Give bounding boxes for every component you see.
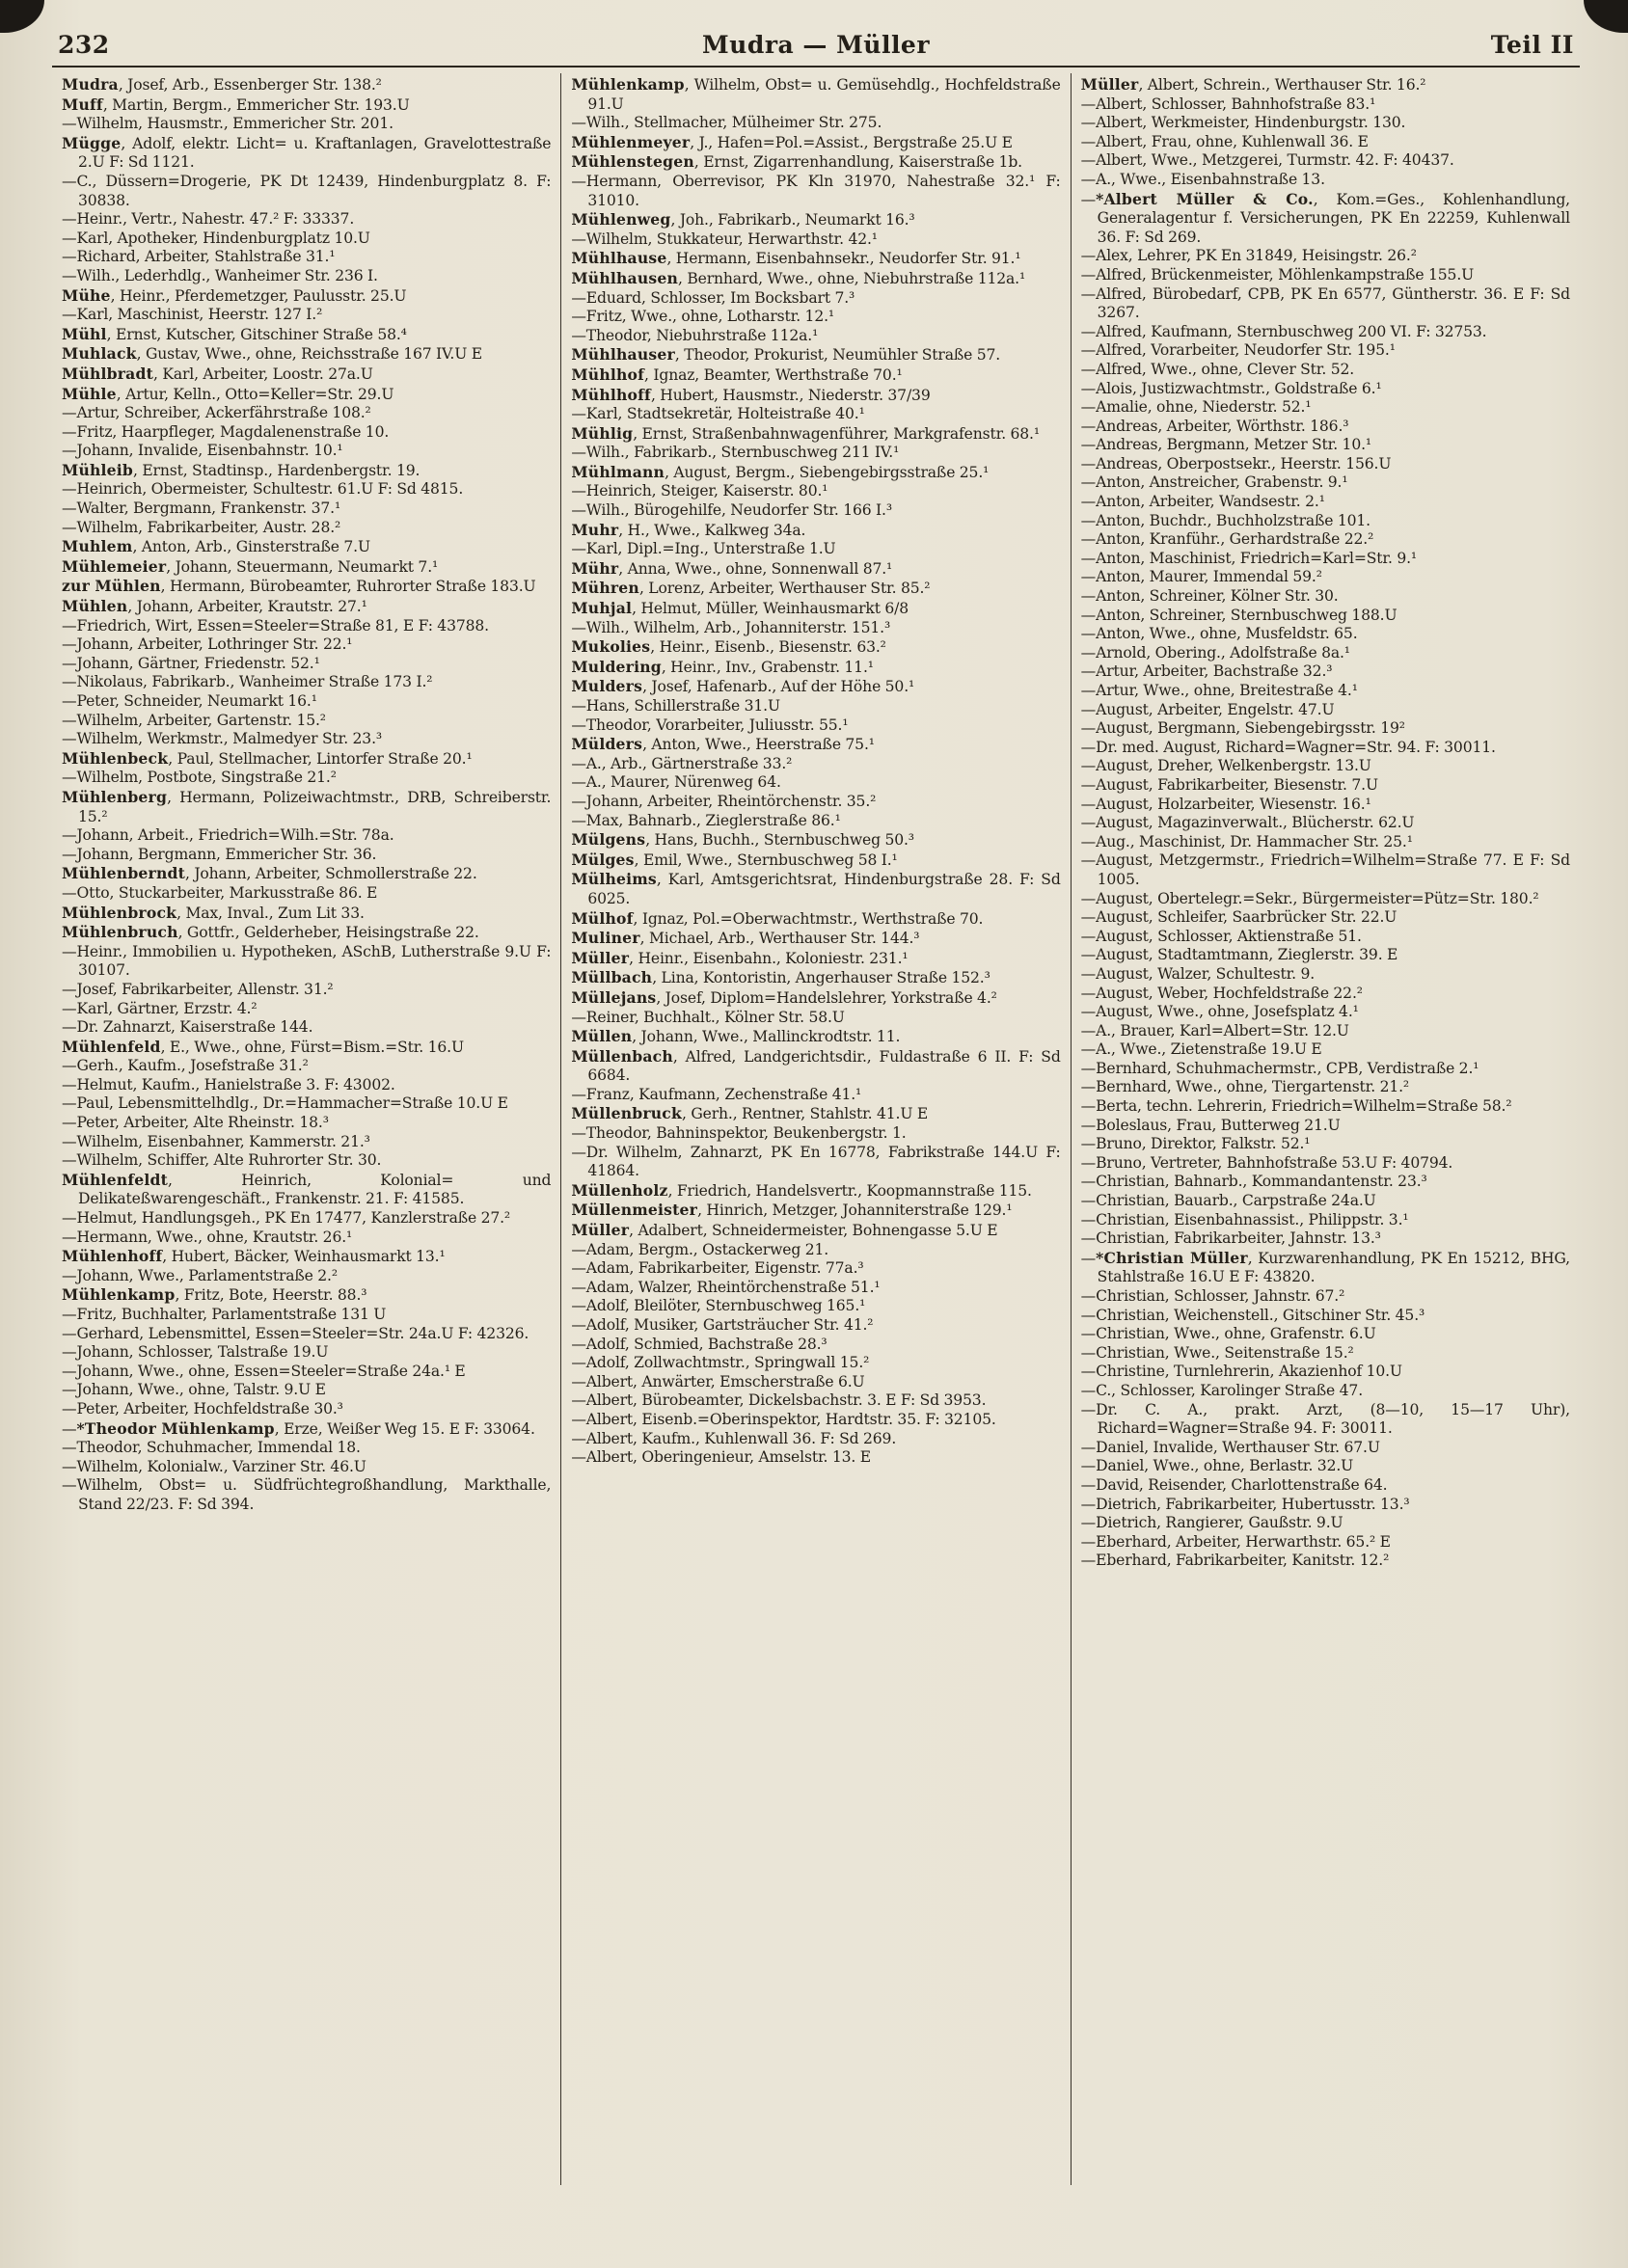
directory-entry: —Wilhelm, Hausmstr., Emmericher Str. 201. xyxy=(62,115,393,133)
directory-entry: —August, Arbeiter, Engelstr. 47.U xyxy=(1080,700,1335,718)
directory-entry: Mülhof, Ignaz, Pol.=Oberwachtmstr., Werthstraße 70. xyxy=(571,908,984,928)
directory-entry: —Wilhelm, Obst= u. Südfrüchtegroßhandlung, Markthalle, Stand 22/23. F: Sd 394. xyxy=(62,1476,552,1513)
directory-entry: —Wilh., Stellmacher, Mülheimer Str. 275. xyxy=(571,114,882,132)
directory-entry: —Wilhelm, Schiffer, Alte Ruhrorter Str. 30. xyxy=(62,1151,382,1170)
directory-entry: Mühlhoff, Hubert, Hausmstr., Niederstr. 37/39 xyxy=(571,385,931,404)
directory-entry: Mühlhause, Hermann, Eisenbahnsekr., Neudorfer Str. 91.¹ xyxy=(571,249,1021,268)
directory-entry: —Theodor, Bahninspektor, Beukenbergstr. 1. xyxy=(571,1124,907,1143)
directory-entry: —Alfred, Brückenmeister, Möhlenkampstraße 155.U xyxy=(1080,265,1475,284)
directory-entry: Müllenholz, Friedrich, Handelsvertr., Koopmannstraße 115. xyxy=(571,1180,1032,1200)
directory-entry: —*Christian Müller, Kurzwarenhandlung, PK En 15212, BHG, Stahlstraße 16.U E F: 43820. xyxy=(1080,1248,1570,1286)
scan-artifact-top-left xyxy=(0,0,44,33)
directory-entry: —Bruno, Direktor, Falkstr. 52.¹ xyxy=(1080,1135,1311,1153)
directory-entry: —Artur, Arbeiter, Bachstraße 32.³ xyxy=(1080,662,1333,681)
directory-entry: —Arnold, Obering., Adolfstraße 8a.¹ xyxy=(1080,643,1350,662)
directory-entry: Müllenbach, Alfred, Landgerichtsdir., Fuldastraße 6 II. F: Sd 6684. xyxy=(571,1046,1061,1085)
directory-entry: Mühlenberg, Hermann, Polizeiwachtmstr., DRB, Schreiberstr. 15.² xyxy=(62,787,552,825)
directory-entry: —Albert, Schlosser, Bahnhofstraße 83.¹ xyxy=(1080,94,1376,113)
directory-entry: —Anton, Buchdr., Buchholzstraße 101. xyxy=(1080,511,1370,529)
column-3 xyxy=(1071,73,1580,2185)
directory-entry: —Bernhard, Schuhmachermstr., CPB, Verdistraße 2.¹ xyxy=(1080,1059,1479,1077)
part-label: Teil II xyxy=(1490,31,1574,59)
directory-entry: —Boleslaus, Frau, Butterweg 21.U xyxy=(1080,1116,1341,1134)
directory-entry: —Alex, Lehrer, PK En 31849, Heisingstr. 26.² xyxy=(1080,247,1417,265)
directory-entry: —Johann, Schlosser, Talstraße 19.U xyxy=(62,1343,329,1362)
directory-entry: —Gerhard, Lebensmittel, Essen=Steeler=Str. 24a.U F: 42326. xyxy=(62,1324,529,1342)
directory-entry: —Peter, Arbeiter, Hochfeldstraße 30.³ xyxy=(62,1399,343,1418)
directory-entry: —Josef, Fabrikarbeiter, Allenstr. 31.² xyxy=(62,980,334,998)
directory-entry: —August, Wwe., ohne, Josefsplatz 4.¹ xyxy=(1080,1003,1359,1021)
directory-entry: —Artur, Wwe., ohne, Breitestraße 4.¹ xyxy=(1080,682,1358,699)
directory-entry: —Friedrich, Wirt, Essen=Steeler=Straße 81, E F: 43788. xyxy=(62,616,489,634)
directory-entry: Mühlenkamp, Fritz, Bote, Heerstr. 88.³ xyxy=(62,1285,367,1305)
directory-entry: —Albert, Oberingenieur, Amselstr. 13. E xyxy=(571,1448,871,1467)
directory-entry: —Johann, Wwe., ohne, Essen=Steeler=Straße 24a.¹ E xyxy=(62,1362,466,1380)
directory-entry: —Wilhelm, Kolonialw., Varziner Str. 46.U xyxy=(62,1457,366,1475)
directory-entry: —Christian, Fabrikarbeiter, Jahnstr. 13.³ xyxy=(1080,1229,1381,1248)
directory-entry: —Anton, Schreiner, Sternbuschweg 188.U xyxy=(1080,606,1397,624)
directory-entry: —Daniel, Wwe., ohne, Berlastr. 32.U xyxy=(1080,1457,1354,1475)
directory-entry: —Dr. Wilhelm, Zahnarzt, PK En 16778, Fabrikstraße 144.U F: 41864. xyxy=(571,1143,1061,1180)
directory-entry: —Albert, Wwe., Metzgerei, Turmstr. 42. F: 40437. xyxy=(1080,151,1454,170)
directory-entry: —Wilhelm, Arbeiter, Gartenstr. 15.² xyxy=(62,711,326,729)
directory-entry: —Albert, Bürobeamter, Dickelsbachstr. 3. E F: Sd 3953. xyxy=(571,1391,987,1410)
directory-entry: —August, Bergmann, Siebengebirgsstr. 19² xyxy=(1080,719,1405,738)
directory-entry: —Karl, Dipl.=Ing., Unterstraße 1.U xyxy=(571,540,836,558)
directory-entry: —Artur, Schreiber, Ackerfährstraße 108.² xyxy=(62,404,371,422)
directory-entry: —Daniel, Invalide, Werthauser Str. 67.U xyxy=(1080,1438,1380,1456)
directory-entry: —Peter, Schneider, Neumarkt 16.¹ xyxy=(62,692,317,710)
directory-entry: —Helmut, Kaufm., Hanielstraße 3. F: 43002. xyxy=(62,1075,395,1094)
directory-entry: —Anton, Maurer, Immendal 59.² xyxy=(1080,568,1322,586)
directory-entry: Mühlenkamp, Wilhelm, Obst= u. Gemüsehdlg., Hochfeldstraße 91.U xyxy=(571,75,1061,113)
directory-entry: —Adolf, Zollwachtmstr., Springwall 15.² xyxy=(571,1354,870,1372)
directory-entry: —Karl, Apotheker, Hindenburgplatz 10.U xyxy=(62,229,370,247)
directory-entry: —Heinrich, Obermeister, Schultestr. 61.U F: Sd 4815. xyxy=(62,480,464,499)
directory-entry: Mühlenbruch, Gottfr., Gelderheber, Heisingstraße 22. xyxy=(62,923,479,942)
directory-entry: —August, Stadtamtmann, Zieglerstr. 39. E xyxy=(1080,946,1398,964)
directory-entry: Mühlenfeld, E., Wwe., ohne, Fürst=Bism.=Str. 16.U xyxy=(62,1037,464,1056)
directory-entry: —Bruno, Vertreter, Bahnhofstraße 53.U F: 40794. xyxy=(1080,1153,1453,1172)
directory-entry: —August, Holzarbeiter, Wiesenstr. 16.¹ xyxy=(1080,795,1371,813)
directory-entry: —Andreas, Arbeiter, Wörthstr. 186.³ xyxy=(1080,417,1349,435)
directory-entry: Müllejans, Josef, Diplom=Handelslehrer, Yorkstraße 4.² xyxy=(571,987,997,1007)
directory-entry: —Christian, Bauarb., Carpstraße 24a.U xyxy=(1080,1192,1376,1210)
directory-entry: Müllenbruck, Gerh., Rentner, Stahlstr. 41.U E xyxy=(571,1104,929,1123)
directory-entry: —A., Arb., Gärtnerstraße 33.² xyxy=(571,754,793,772)
directory-entry: —Peter, Arbeiter, Alte Rheinstr. 18.³ xyxy=(62,1114,329,1132)
directory-entry: —August, Magazinverwalt., Blücherstr. 62.U xyxy=(1080,814,1415,832)
directory-entry: Müllenmeister, Hinrich, Metzger, Johanniterstraße 129.¹ xyxy=(571,1201,1013,1220)
directory-entry: —Bernhard, Wwe., ohne, Tiergartenstr. 21.² xyxy=(1080,1078,1410,1096)
directory-entry: —Max, Bahnarb., Zieglerstraße 86.¹ xyxy=(571,811,841,829)
directory-entry: Mühlenweg, Joh., Fabrikarb., Neumarkt 16.³ xyxy=(571,210,915,230)
directory-entry: —Johann, Gärtner, Friedenstr. 52.¹ xyxy=(62,654,320,672)
directory-entry: —Alfred, Bürobedarf, CPB, PK En 6577, Güntherstr. 36. E F: Sd 3267. xyxy=(1080,284,1570,322)
directory-entry: —Franz, Kaufmann, Zechenstraße 41.¹ xyxy=(571,1085,862,1103)
directory-entry: Mühlenbeck, Paul, Stellmacher, Lintorfer Straße 20.¹ xyxy=(62,748,473,768)
directory-entry: —Johann, Arbeiter, Lothringer Str. 22.¹ xyxy=(62,635,353,654)
directory-entry: —Johann, Arbeit., Friedrich=Wilh.=Str. 78a. xyxy=(62,826,394,845)
directory-entry: Mülges, Emil, Wwe., Sternbuschweg 58 I.¹ xyxy=(571,850,898,869)
directory-entry: —Reiner, Buchhalt., Kölner Str. 58.U xyxy=(571,1008,845,1026)
directory-entry: —August, Schleifer, Saarbrücker Str. 22.U xyxy=(1080,908,1397,927)
directory-entry: —Karl, Gärtner, Erzstr. 4.² xyxy=(62,999,258,1017)
directory-entry: Mühlenmeyer, J., Hafen=Pol.=Assist., Bergstraße 25.U E xyxy=(571,132,1013,151)
directory-entry: —Albert, Frau, ohne, Kuhlenwall 36. E xyxy=(1080,132,1369,150)
directory-entry: —Christian, Bahnarb., Kommandantenstr. 23.³ xyxy=(1080,1173,1427,1191)
directory-entry: —David, Reisender, Charlottenstraße 64. xyxy=(1080,1475,1388,1494)
directory-entry: —Heinrich, Steiger, Kaiserstr. 80.¹ xyxy=(571,482,828,500)
directory-entry: —Adolf, Schmied, Bachstraße 28.³ xyxy=(571,1335,828,1353)
directory-entry: Müller, Albert, Schrein., Werthauser Str. 16.² xyxy=(1080,75,1426,94)
directory-entry: Mühlhauser, Theodor, Prokurist, Neumühler Straße 57. xyxy=(571,345,1001,364)
directory-entry: Mudra, Josef, Arb., Essenberger Str. 138.² xyxy=(62,75,382,94)
directory-entry: —August, Metzgermstr., Friedrich=Wilhelm=Straße 77. E F: Sd 1005. xyxy=(1080,851,1570,888)
column-1 xyxy=(52,73,560,2185)
directory-entry: —Heinr., Vertr., Nahestr. 47.² F: 33337. xyxy=(62,210,355,229)
directory-columns xyxy=(52,73,1580,2185)
directory-entry: —Alfred, Vorarbeiter, Neudorfer Str. 195.¹ xyxy=(1080,341,1396,360)
directory-entry: —C., Schlosser, Karolinger Straße 47. xyxy=(1080,1381,1363,1399)
directory-entry: Mühlen, Johann, Arbeiter, Krautstr. 27.¹ xyxy=(62,597,367,616)
directory-entry: —C., Düssern=Drogerie, PK Dt 12439, Hindenburgplatz 8. F: 30838. xyxy=(62,172,552,209)
directory-entry: —Karl, Maschinist, Heerstr. 127 I.² xyxy=(62,306,323,324)
directory-entry: Mühl, Ernst, Kutscher, Gitschiner Straße 58.⁴ xyxy=(62,324,407,343)
directory-entry: —Hans, Schillerstraße 31.U xyxy=(571,697,780,715)
directory-entry: —Anton, Arbeiter, Wandsestr. 2.¹ xyxy=(1080,493,1325,511)
directory-entry: —Dr. C. A., prakt. Arzt, (8—10, 15—17 Uhr), Richard=Wagner=Straße 94. F: 30011. xyxy=(1080,1400,1570,1438)
directory-entry: —Eberhard, Fabrikarbeiter, Kanitstr. 12.² xyxy=(1080,1552,1390,1570)
directory-entry: Muff, Martin, Bergm., Emmericher Str. 193.U xyxy=(62,94,410,114)
directory-entry: Mühlbradt, Karl, Arbeiter, Loostr. 27a.U xyxy=(62,364,373,383)
directory-entry: —Dietrich, Rangierer, Gaußstr. 9.U xyxy=(1080,1514,1343,1532)
directory-entry: —Theodor, Schuhmacher, Immendal 18. xyxy=(62,1439,361,1457)
directory-entry: —Alfred, Wwe., ohne, Clever Str. 52. xyxy=(1080,360,1355,378)
directory-entry: —A., Maurer, Nürenweg 64. xyxy=(571,773,781,792)
directory-entry: Mühlenberndt, Johann, Arbeiter, Schmollerstraße 22. xyxy=(62,864,477,883)
directory-entry: Mukolies, Heinr., Eisenb., Biesenstr. 63.² xyxy=(571,637,886,657)
directory-entry: —Otto, Stuckarbeiter, Markusstraße 86. E xyxy=(62,883,378,902)
directory-entry: —Richard, Arbeiter, Stahlstraße 31.¹ xyxy=(62,248,336,266)
directory-entry: —Albert, Werkmeister, Hindenburgstr. 130. xyxy=(1080,114,1406,132)
directory-entry: —August, Weber, Hochfeldstraße 22.² xyxy=(1080,984,1363,1002)
directory-entry: —Helmut, Handlungsgeh., PK En 17477, Kanzlerstraße 27.² xyxy=(62,1209,511,1228)
directory-entry: —Nikolaus, Fabrikarb., Wanheimer Straße 173 I.² xyxy=(62,673,433,691)
directory-entry: —August, Schlosser, Aktienstraße 51. xyxy=(1080,927,1362,945)
directory-entry: —Albert, Eisenb.=Oberinspektor, Hardtstr. 35. F: 32105. xyxy=(571,1410,996,1428)
directory-entry: Mulders, Josef, Hafenarb., Auf der Höhe 50.¹ xyxy=(571,677,915,696)
directory-entry: —Johann, Invalide, Eisenbahnstr. 10.¹ xyxy=(62,442,343,460)
directory-entry: —Anton, Kranführ., Gerhardstraße 22.² xyxy=(1080,530,1374,549)
directory-entry: Müller, Adalbert, Schneidermeister, Bohnengasse 5.U E xyxy=(571,1221,998,1240)
directory-entry: —Wilh., Bürogehilfe, Neudorfer Str. 166 I.³ xyxy=(571,501,892,520)
directory-entry: —*Theodor Mühlenkamp, Erze, Weißer Weg 15. E F: 33064. xyxy=(62,1418,535,1438)
column-2 xyxy=(560,73,1070,2185)
directory-entry: —Fritz, Wwe., ohne, Lotharstr. 12.¹ xyxy=(571,308,834,326)
directory-entry: —Christian, Wwe., ohne, Grafenstr. 6.U xyxy=(1080,1325,1376,1343)
directory-entry: Mühlhausen, Bernhard, Wwe., ohne, Niebuhrstraße 112a.¹ xyxy=(571,268,1026,287)
directory-entry: Mügge, Adolf, elektr. Licht= u. Kraftanlagen, Gravelottestraße 2.U F: Sd 1121. xyxy=(62,133,552,172)
directory-entry: —Fritz, Haarpfleger, Magdalenenstraße 10. xyxy=(62,422,390,441)
directory-entry: Muhjal, Helmut, Müller, Weinhausmarkt 6/8 xyxy=(571,599,909,618)
directory-entry: —Wilh., Wilhelm, Arb., Johanniterstr. 151.³ xyxy=(571,618,891,636)
directory-entry: Mülgens, Hans, Buchh., Sternbuschweg 50.³ xyxy=(571,830,914,850)
directory-entry: Muhr, H., Wwe., Kalkweg 34a. xyxy=(571,520,806,539)
directory-entry: —Wilhelm, Eisenbahner, Kammerstr. 21.³ xyxy=(62,1132,370,1150)
directory-entry: —August, Walzer, Schultestr. 9. xyxy=(1080,964,1316,983)
directory-entry: —Andreas, Oberpostsekr., Heerstr. 156.U xyxy=(1080,454,1392,472)
directory-entry: zur Mühlen, Hermann, Bürobeamter, Ruhrorter Straße 183.U xyxy=(62,577,536,596)
directory-entry: Mühlmann, August, Bergm., Siebengebirgsstraße 25.¹ xyxy=(571,462,990,481)
directory-entry: Mühlenbrock, Max, Inval., Zum Lit 33. xyxy=(62,903,365,922)
directory-entry: —Berta, techn. Lehrerin, Friedrich=Wilhelm=Straße 58.² xyxy=(1080,1097,1512,1116)
directory-entry: —Adam, Bergm., Ostackerweg 21. xyxy=(571,1240,829,1258)
directory-entry: —Dr. med. August, Richard=Wagner=Str. 94. F: 30011. xyxy=(1080,738,1496,756)
directory-entry: —*Albert Müller & Co., Kom.=Ges., Kohlenhandlung, Generalagentur f. Versicherungen, PK En 22259, Kuhlenwall 36. F: Sd 269. xyxy=(1080,189,1570,246)
scan-artifact-top-right xyxy=(1584,0,1628,33)
directory-entry: —Wilhelm, Werkmstr., Malmedyer Str. 23.³ xyxy=(62,730,382,748)
directory-entry: —A., Wwe., Zietenstraße 19.U E xyxy=(1080,1040,1322,1059)
directory-entry: —Eduard, Schlosser, Im Bocksbart 7.³ xyxy=(571,288,855,307)
directory-entry: —A., Brauer, Karl=Albert=Str. 12.U xyxy=(1080,1021,1349,1040)
directory-entry: Mülders, Anton, Wwe., Heerstraße 75.¹ xyxy=(571,735,875,754)
directory-entry: —Christine, Turnlehrerin, Akazienhof 10.U xyxy=(1080,1363,1402,1381)
directory-entry: —Gerh., Kaufm., Josefstraße 31.² xyxy=(62,1057,309,1075)
directory-entry: —Anton, Anstreicher, Grabenstr. 9.¹ xyxy=(1080,473,1348,492)
directory-entry: —Christian, Schlosser, Jahnstr. 67.² xyxy=(1080,1287,1345,1305)
directory-entry: —Anton, Maschinist, Friedrich=Karl=Str. 9.¹ xyxy=(1080,549,1418,567)
directory-entry: —Adolf, Musiker, Gartsträucher Str. 41.² xyxy=(571,1316,874,1334)
directory-entry: —Theodor, Vorarbeiter, Juliusstr. 55.¹ xyxy=(571,716,849,734)
running-title: Mudra — Müller xyxy=(701,31,931,59)
directory-entry: Müller, Heinr., Eisenbahn., Koloniestr. 231.¹ xyxy=(571,948,909,967)
directory-entry: Mühlemeier, Johann, Steuermann, Neumarkt 7.¹ xyxy=(62,556,439,576)
directory-entry: Mühlenfeldt, Heinrich, Kolonial= und Delikateßwarengeschäft., Frankenstr. 21. F: 41585. xyxy=(62,1170,552,1208)
directory-entry: Mühleib, Ernst, Stadtinsp., Hardenbergstr. 19. xyxy=(62,460,421,479)
directory-entry: —Wilhelm, Postbote, Singstraße 21.² xyxy=(62,769,337,787)
directory-entry: —Anton, Wwe., ohne, Musfeldstr. 65. xyxy=(1080,625,1358,643)
directory-entry: Mülheims, Karl, Amtsgerichtsrat, Hindenburgstraße 28. F: Sd 6025. xyxy=(571,870,1061,907)
directory-entry: Mühlenstegen, Ernst, Zigarrenhandlung, Kaiserstraße 1b. xyxy=(571,152,1022,172)
directory-entry: —Hermann, Wwe., ohne, Krautstr. 26.¹ xyxy=(62,1228,353,1246)
directory-entry: Mühlenhoff, Hubert, Bäcker, Weinhausmarkt 13.¹ xyxy=(62,1247,446,1266)
directory-entry: —Christian, Weichenstell., Gitschiner Str. 45.³ xyxy=(1080,1306,1425,1324)
directory-entry: —Anton, Schreiner, Kölner Str. 30. xyxy=(1080,587,1339,606)
directory-entry: Mühr, Anna, Wwe., ohne, Sonnenwall 87.¹ xyxy=(571,558,893,578)
directory-entry: —August, Dreher, Welkenbergstr. 13.U xyxy=(1080,757,1371,775)
directory-entry: —Adolf, Bleilöter, Sternbuschweg 165.¹ xyxy=(571,1297,866,1315)
directory-entry: —Wilh., Lederhdlg., Wanheimer Str. 236 I. xyxy=(62,266,378,284)
directory-entry: —Walter, Bergmann, Frankenstr. 37.¹ xyxy=(62,500,341,518)
directory-entry: —Hermann, Oberrevisor, PK Kln 31970, Nahestraße 32.¹ F: 31010. xyxy=(571,172,1061,209)
directory-entry: Muliner, Michael, Arb., Werthauser Str. 144.³ xyxy=(571,929,920,948)
directory-entry: —Dr. Zahnarzt, Kaiserstraße 144. xyxy=(62,1018,313,1037)
directory-entry: —Alfred, Kaufmann, Sternbuschweg 200 VI. F: 32753. xyxy=(1080,322,1487,340)
directory-entry: —Wilhelm, Stukkateur, Herwarthstr. 42.¹ xyxy=(571,230,878,248)
directory-entry: Muhlem, Anton, Arb., Ginsterstraße 7.U xyxy=(62,537,370,556)
directory-entry: —Heinr., Immobilien u. Hypotheken, ASchB, Lutherstraße 9.U F: 30107. xyxy=(62,942,552,980)
directory-entry: —Eberhard, Arbeiter, Herwarthstr. 65.² E xyxy=(1080,1532,1391,1551)
directory-entry: —Amalie, ohne, Niederstr. 52.¹ xyxy=(1080,398,1312,417)
directory-entry: Mühren, Lorenz, Arbeiter, Werthauser Str. 85.² xyxy=(571,579,931,598)
directory-entry: —Johann, Wwe., ohne, Talstr. 9.U E xyxy=(62,1381,326,1399)
page-header xyxy=(52,29,1580,59)
directory-entry: —A., Wwe., Eisenbahnstraße 13. xyxy=(1080,170,1325,188)
directory-entry: Müllbach, Lina, Kontoristin, Angerhauser Straße 152.³ xyxy=(571,968,990,987)
directory-entry: —Paul, Lebensmittelhdlg., Dr.=Hammacher=Straße 10.U E xyxy=(62,1094,508,1113)
directory-entry: Müllen, Johann, Wwe., Mallinckrodtstr. 11. xyxy=(571,1027,901,1046)
directory-entry: —Albert, Kaufm., Kuhlenwall 36. F: Sd 269. xyxy=(571,1429,897,1447)
directory-entry: —Dietrich, Fabrikarbeiter, Hubertusstr. 13.³ xyxy=(1080,1495,1410,1513)
directory-entry: —Johann, Arbeiter, Rheintörchenstr. 35.² xyxy=(571,792,877,810)
directory-entry: —Wilh., Fabrikarb., Sternbuschweg 211 IV.¹ xyxy=(571,444,900,462)
directory-entry: Mühe, Heinr., Pferdemetzger, Paulusstr. 25.U xyxy=(62,285,407,305)
directory-entry: —Christian, Wwe., Seitenstraße 15.² xyxy=(1080,1343,1354,1362)
page-number: 232 xyxy=(58,31,110,59)
directory-entry: —Theodor, Niebuhrstraße 112a.¹ xyxy=(571,326,819,344)
directory-entry: —Adam, Fabrikarbeiter, Eigenstr. 77a.³ xyxy=(571,1259,864,1278)
directory-entry: —Wilhelm, Fabrikarbeiter, Austr. 28.² xyxy=(62,518,341,536)
directory-entry: Muldering, Heinr., Inv., Grabenstr. 11.¹ xyxy=(571,657,874,676)
directory-entry: —Andreas, Bergmann, Metzer Str. 10.¹ xyxy=(1080,436,1372,454)
directory-entry: Mühlhof, Ignaz, Beamter, Werthstraße 70.¹ xyxy=(571,364,903,384)
directory-entry: —Albert, Anwärter, Emscherstraße 6.U xyxy=(571,1372,865,1390)
directory-entry: —Aug., Maschinist, Dr. Hammacher Str. 25.¹ xyxy=(1080,832,1413,850)
directory-entry: Mühle, Artur, Kelln., Otto=Keller=Str. 29.U xyxy=(62,384,394,403)
header-rule xyxy=(52,66,1580,68)
directory-entry: —August, Obertelegr.=Sekr., Bürgermeister=Pütz=Str. 180.² xyxy=(1080,889,1539,907)
directory-entry: —Karl, Stadtsekretär, Holteistraße 40.¹ xyxy=(571,405,865,423)
directory-entry: Muhlack, Gustav, Wwe., ohne, Reichsstraße 167 IV.U E xyxy=(62,344,482,364)
directory-entry: —Alois, Justizwachtmstr., Goldstraße 6.¹ xyxy=(1080,379,1382,397)
directory-entry: —Johann, Bergmann, Emmericher Str. 36. xyxy=(62,845,377,863)
directory-entry: —Johann, Wwe., Parlamentstraße 2.² xyxy=(62,1266,338,1284)
directory-entry: —August, Fabrikarbeiter, Biesenstr. 7.U xyxy=(1080,775,1378,794)
directory-entry: —Adam, Walzer, Rheintörchenstraße 51.¹ xyxy=(571,1278,881,1296)
directory-entry: —Fritz, Buchhalter, Parlamentstraße 131 U xyxy=(62,1306,387,1323)
directory-entry: —Christian, Eisenbahnassist., Philippstr. 3.¹ xyxy=(1080,1210,1409,1228)
directory-entry: Mühlig, Ernst, Straßenbahnwagenführer, Markgrafenstr. 68.¹ xyxy=(571,423,1040,443)
